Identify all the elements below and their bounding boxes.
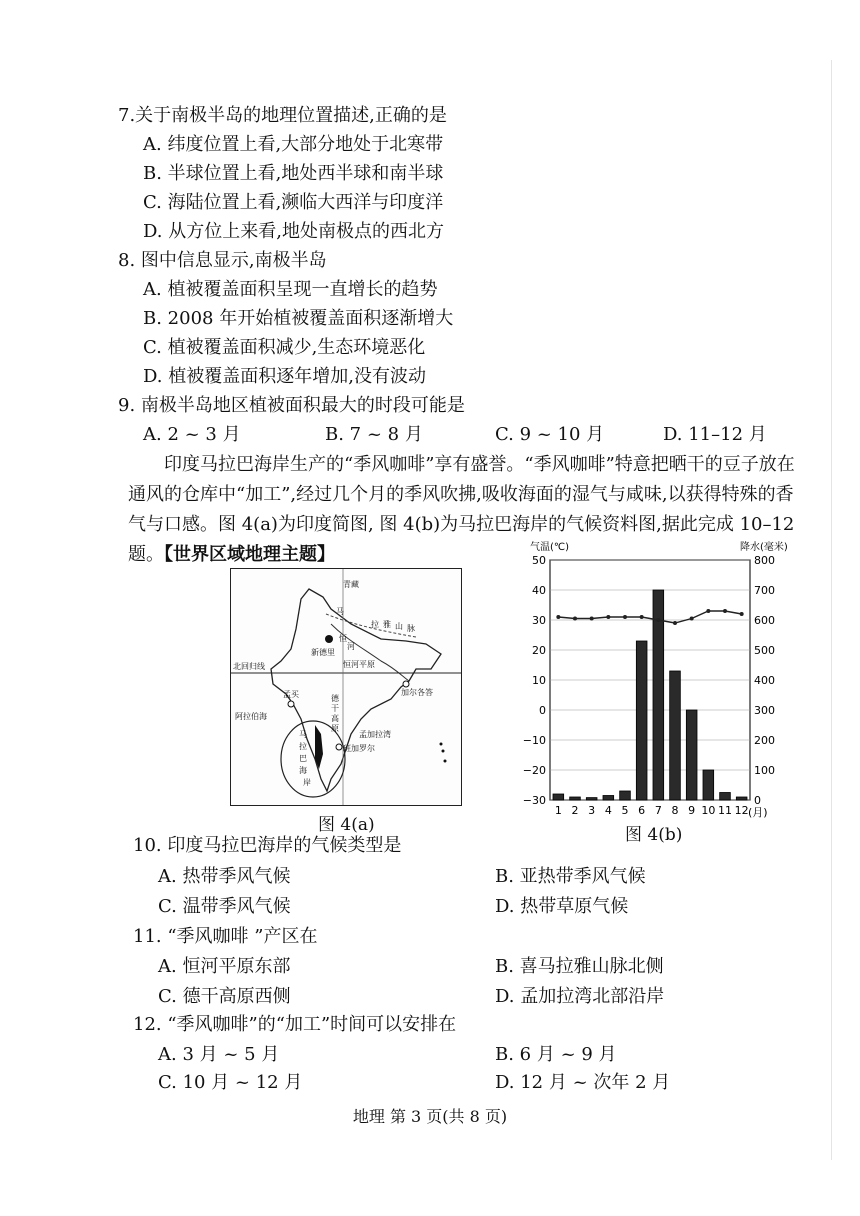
map-label: 恒河平原 bbox=[343, 660, 375, 669]
temperature-point bbox=[556, 615, 560, 619]
option-a[interactable]: A. 恒河平原东部 bbox=[158, 956, 291, 977]
month-tick-label: 4 bbox=[604, 804, 612, 817]
temp-ticks bbox=[523, 554, 546, 807]
map-label: 山 bbox=[395, 622, 403, 631]
month-tick-label: 9 bbox=[688, 804, 696, 817]
map-label: 马 bbox=[299, 730, 307, 739]
temperature-point bbox=[723, 609, 727, 613]
option-a[interactable]: A. 2 ~ 3 月 bbox=[143, 424, 241, 445]
temp-tick-label: 40 bbox=[532, 584, 546, 597]
temp-tick-label: −30 bbox=[522, 794, 546, 807]
chart-caption: 图 4(b) bbox=[625, 825, 683, 845]
question-stem: 11. “季风咖啡 ”产区在 bbox=[133, 926, 318, 947]
precip-tick-label: 700 bbox=[754, 584, 775, 597]
page-edge bbox=[831, 60, 832, 1160]
map-label: 加尔各答 bbox=[401, 688, 433, 697]
temperature-point bbox=[640, 615, 644, 619]
mumbai-marker bbox=[288, 701, 294, 707]
island bbox=[440, 743, 443, 746]
precip-bar bbox=[553, 794, 564, 800]
page-footer: 地理 第 3 页(共 8 页) bbox=[352, 1107, 508, 1126]
climate-chart bbox=[510, 538, 810, 820]
question-stem: 12. “季风咖啡”的“加工”时间可以安排在 bbox=[133, 1014, 457, 1035]
temperature-point bbox=[656, 618, 660, 622]
precip-bar bbox=[703, 770, 714, 800]
kolkata-marker bbox=[403, 681, 409, 687]
map-label: 原 bbox=[331, 724, 339, 733]
temp-tick-label: 10 bbox=[532, 674, 546, 687]
temp-tick-label: −10 bbox=[522, 734, 546, 747]
precip-tick-label: 800 bbox=[754, 554, 775, 567]
map-label: 孟加拉湾 bbox=[359, 730, 391, 739]
map-label: 岸 bbox=[303, 778, 311, 787]
map-label: 青 bbox=[343, 580, 351, 589]
month-tick-label: 3 bbox=[588, 804, 596, 817]
bangalore-marker bbox=[336, 744, 342, 750]
temp-tick-label: 50 bbox=[532, 554, 546, 567]
option-c[interactable]: C. 10 月 ~ 12 月 bbox=[158, 1072, 303, 1093]
map-label: 孟买 bbox=[283, 690, 299, 699]
temperature-point bbox=[606, 615, 610, 619]
option-d[interactable]: D. 12 月 ~ 次年 2 月 bbox=[495, 1072, 671, 1093]
option-b[interactable]: B. 亚热带季风气候 bbox=[495, 866, 646, 887]
question-stem: 8. 图中信息显示,南极半岛 bbox=[118, 250, 327, 271]
map-label: 干 bbox=[331, 704, 339, 713]
month-tick-label: 12 bbox=[734, 804, 749, 817]
map-label: 高 bbox=[331, 714, 339, 723]
new-delhi-marker bbox=[325, 635, 333, 643]
map-label: 脉 bbox=[407, 624, 415, 633]
precip-bars bbox=[553, 590, 747, 800]
map-label: 雅 bbox=[383, 620, 391, 629]
india-map bbox=[230, 568, 462, 806]
option-b[interactable]: B. 6 月 ~ 9 月 bbox=[495, 1044, 617, 1065]
temperature-line bbox=[558, 611, 741, 623]
grid-lines bbox=[550, 560, 750, 800]
precip-tick-label: 500 bbox=[754, 644, 775, 657]
map-label: 班加罗尔 bbox=[343, 744, 375, 753]
temperature-point bbox=[740, 612, 744, 616]
map-label: 恒 bbox=[339, 634, 347, 643]
option-c[interactable]: C. 德干高原西侧 bbox=[158, 986, 291, 1007]
map-caption: 图 4(a) bbox=[318, 815, 375, 835]
question-stem: 9. 南极半岛地区植被面积最大的时段可能是 bbox=[118, 395, 465, 416]
precip-bar bbox=[670, 671, 681, 800]
option-a[interactable]: A. 3 月 ~ 5 月 bbox=[158, 1044, 280, 1065]
precip-bar bbox=[586, 798, 597, 800]
temp-tick-label: 30 bbox=[532, 614, 546, 627]
question-stem: 10. 印度马拉巴海岸的气候类型是 bbox=[133, 835, 402, 856]
option-a[interactable]: A. 植被覆盖面积呈现一直增长的趋势 bbox=[143, 279, 438, 300]
precip-tick-label: 600 bbox=[754, 614, 775, 627]
precip-axis-title: 降水(毫米) bbox=[740, 542, 788, 553]
temperature-point bbox=[573, 617, 577, 621]
option-d[interactable]: D. 植被覆盖面积逐年增加,没有波动 bbox=[143, 366, 426, 387]
map-label: 马 bbox=[336, 607, 344, 616]
x-axis-suffix: (月) bbox=[748, 806, 768, 819]
temperature-point bbox=[706, 609, 710, 613]
temperature-point bbox=[590, 617, 594, 621]
option-c[interactable]: C. 9 ~ 10 月 bbox=[495, 424, 605, 445]
option-b[interactable]: B. 喜马拉雅山脉北侧 bbox=[495, 956, 664, 977]
option-d[interactable]: D. 孟加拉湾北部沿岸 bbox=[495, 986, 665, 1007]
island bbox=[442, 750, 445, 753]
option-c[interactable]: C. 温带季风气候 bbox=[158, 896, 291, 917]
precip-bar bbox=[620, 791, 631, 800]
month-tick-label: 6 bbox=[638, 804, 646, 817]
map-label: 藏 bbox=[351, 580, 359, 589]
month-tick-label: 1 bbox=[554, 804, 562, 817]
option-d[interactable]: D. 热带草原气候 bbox=[495, 896, 629, 917]
month-tick-label: 2 bbox=[571, 804, 579, 817]
option-a[interactable]: A. 热带季风气候 bbox=[158, 866, 291, 887]
option-d[interactable]: D. 从方位上来看,地处南极点的西北方 bbox=[143, 221, 444, 242]
precip-ticks bbox=[754, 554, 775, 807]
map-label: 海 bbox=[299, 766, 307, 775]
map-label: 阿拉伯海 bbox=[235, 712, 267, 721]
map-label: 德 bbox=[331, 694, 339, 703]
precip-bar bbox=[720, 793, 731, 801]
temperature-point bbox=[623, 615, 627, 619]
option-b[interactable]: B. 7 ~ 8 月 bbox=[325, 424, 423, 445]
option-c[interactable]: C. 植被覆盖面积减少,生态环境恶化 bbox=[143, 337, 426, 358]
month-ticks bbox=[555, 804, 749, 817]
precip-tick-label: 400 bbox=[754, 674, 775, 687]
precip-bar bbox=[603, 796, 614, 801]
precip-bar bbox=[736, 797, 747, 800]
temp-tick-label: 0 bbox=[539, 704, 546, 717]
month-tick-label: 7 bbox=[654, 804, 662, 817]
island bbox=[444, 760, 447, 763]
option-d[interactable]: D. 11–12 月 bbox=[663, 424, 767, 445]
map-label: 河 bbox=[347, 642, 355, 651]
map-label: 拉 bbox=[371, 620, 379, 629]
map-label: 新德里 bbox=[311, 648, 335, 657]
option-b[interactable]: B. 2008 年开始植被覆盖面积逐渐增大 bbox=[143, 308, 454, 329]
india-map-drawing bbox=[231, 569, 461, 805]
precip-bar bbox=[686, 710, 697, 800]
passage-text: 印度马拉巴海岸生产的“季风咖啡”享有盛誉。“季风咖啡”特意把晒干的豆子放在通风的仓库中“加工”,经过几个月的季风吹拂,吸收海面的湿气与咸味,以获得特殊的香气与口感。图 4(a)为印度简图, 图 4(b)为马拉巴海岸的气候资料图,据此完成 10–12 题。 bbox=[128, 454, 795, 565]
map-label: 北回归线 bbox=[233, 662, 265, 671]
month-tick-label: 11 bbox=[718, 804, 732, 817]
map-label: 拉 bbox=[299, 742, 307, 751]
precip-bar bbox=[636, 641, 647, 800]
precip-tick-label: 200 bbox=[754, 734, 775, 747]
temp-axis-title: 气温(℃) bbox=[530, 542, 570, 553]
temp-tick-label: −20 bbox=[522, 764, 546, 777]
passage-tag: 【世界区域地理主题】 bbox=[164, 544, 335, 565]
option-b[interactable]: B. 半球位置上看,地处西半球和南半球 bbox=[143, 163, 444, 184]
map-label: 巴 bbox=[299, 754, 307, 763]
month-tick-label: 10 bbox=[701, 804, 716, 817]
question-stem: 7.关于南极半岛的地理位置描述,正确的是 bbox=[118, 105, 447, 126]
option-c[interactable]: C. 海陆位置上看,濒临大西洋与印度洋 bbox=[143, 192, 444, 213]
precip-tick-label: 300 bbox=[754, 704, 775, 717]
month-tick-label: 8 bbox=[671, 804, 679, 817]
temperature-point bbox=[673, 621, 677, 625]
precip-tick-label: 0 bbox=[754, 794, 761, 807]
precip-tick-label: 100 bbox=[754, 764, 775, 777]
temp-tick-label: 20 bbox=[532, 644, 546, 657]
temperature-point bbox=[690, 617, 694, 621]
option-a[interactable]: A. 纬度位置上看,大部分地处于北寒带 bbox=[143, 134, 444, 155]
precip-bar bbox=[570, 797, 581, 800]
month-tick-label: 5 bbox=[621, 804, 629, 817]
